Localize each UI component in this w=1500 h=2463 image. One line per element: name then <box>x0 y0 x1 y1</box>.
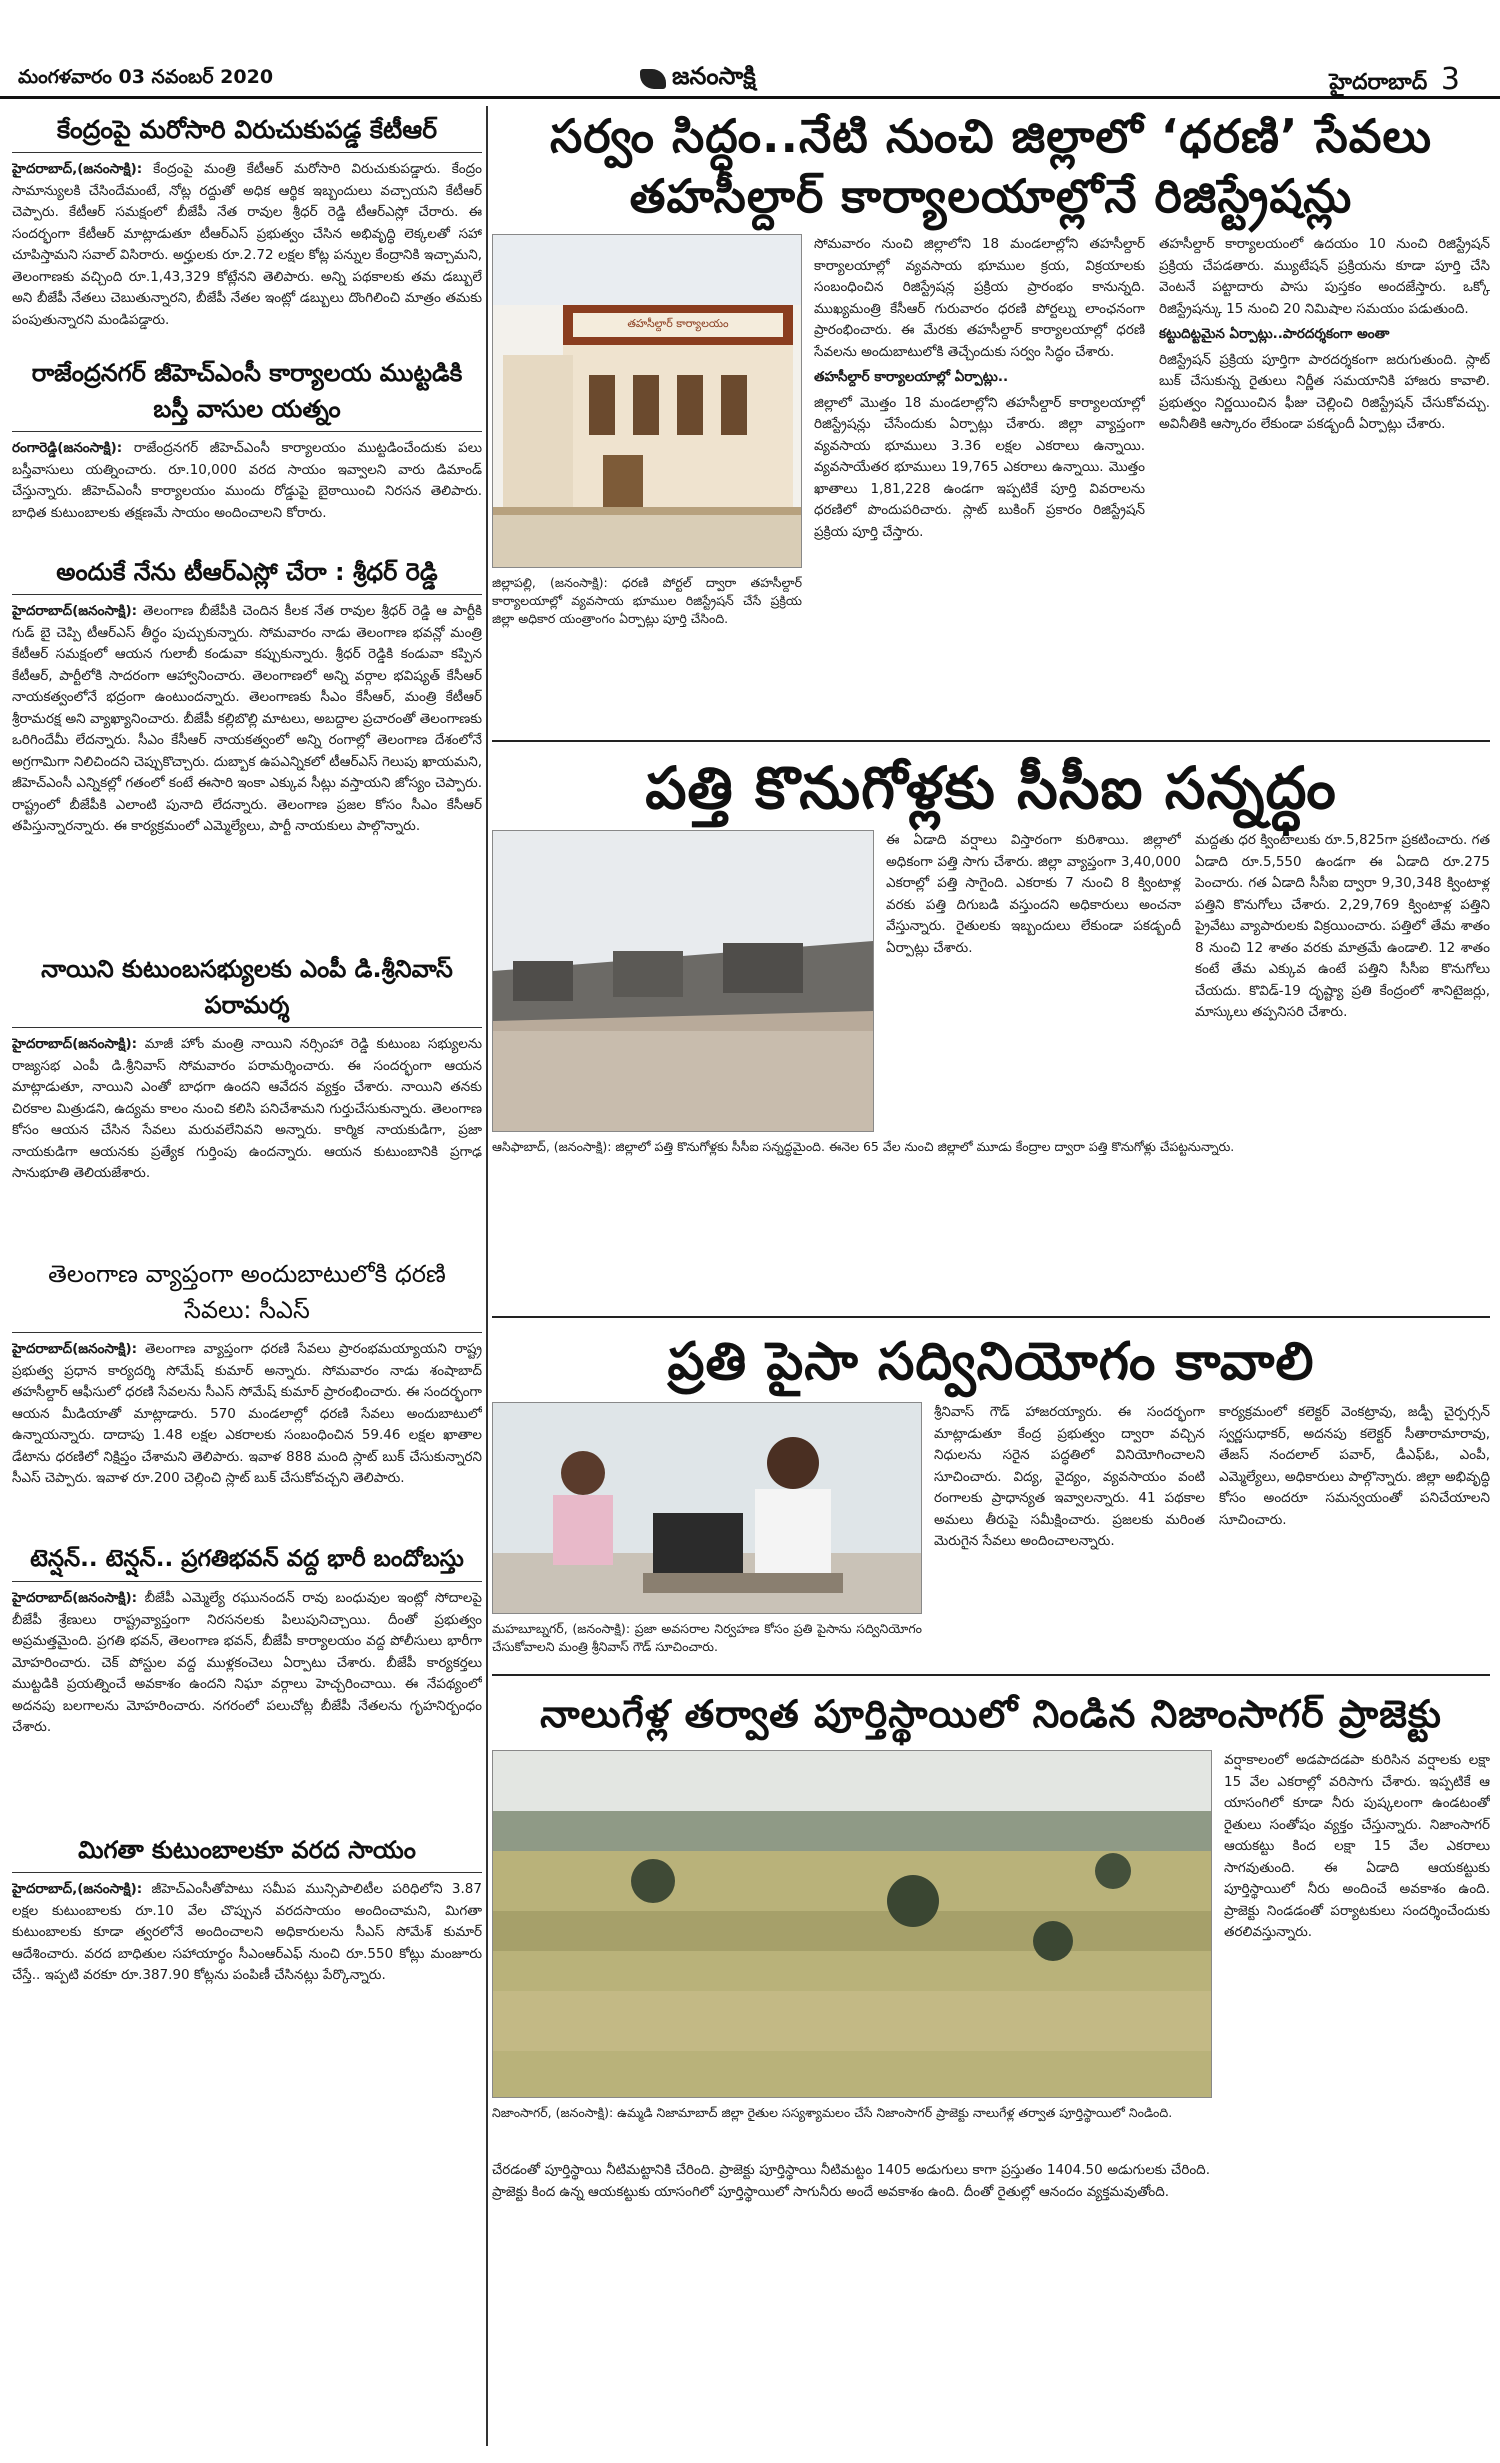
section-divider <box>492 1674 1490 1676</box>
brand-logo-icon <box>640 69 666 89</box>
story-text-column: సోమవారం నుంచి జిల్లాలోని 18 మండలాల్లోని తహసీల్దార్ కార్యాలయాల్లో వ్యవసాయ భూముల క్రయ, విక్రయాలకు సంబంధించిన రిజిస్ట్రేషన్ల ప్రక్రియ ప్రారంభం కానున్నది. ముఖ్యమంత్రి కేసీఆర్ గురువారం ధరణి పోర్టల్ను లాంఛనంగా ప్రారంభించారు. ఈ మేరకు తహసీల్దార్ కార్యాలయాల్లో ధరణి సేవలను అందుబాటులోకి తెచ్చేందుకు సర్వం సిద్ధం చేశారు. తహసీల్దార్ కార్యాలయాల్లో ఏర్పాట్లు.. జిల్లాలో మొత్తం 18 మండలాల్లోని తహసీల్దార్ కార్యాలయాల్లో రిజిస్ట్రేషన్లు చేసేందుకు ఏర్పాట్లు చేశారు. జిల్లా వ్యాప్తంగా వ్యవసాయ భూములు 3.36 లక్షల ఎకరాలు ఉన్నాయి. వ్యవసాయేతర భూములు 19,765 ఎకరాలు ఉన్నాయి. మొత్తం ఖాతాలు 1,81,228 ఉండగా ఇప్పటికే పూర్తి వివరాలను ధరణిలో పొందుపరిచారు. స్లాట్ బుకింగ్ ప్రకారం రిజిస్ట్రేషన్ ప్రక్రియ పూర్తి చేస్తారు. <box>814 236 1145 540</box>
article-body: హైదరాబాద్,(జనంసాక్షి): కేంద్రంపై మంత్రి కేటీఆర్ మరోసారి విరుచుకుపడ్డారు. కేంద్రం సామాన్యులకి చేసిందేమంటే, నోట్ల రద్దుతో అధిక ఆర్థిక ఇబ్బందులు వచ్చాయని కేటీఆర్ చెప్పారు. కేటీఆర్ సమక్షంలో బీజేపీ నేత రావుల శ్రీధర్ రెడ్డి టీఆర్ఎస్లో చేరారు. ఈ సందర్భంగా కేటీఆర్ మాట్లాడుతూ టీఆర్ఎస్ ప్రభుత్వం చేసిన అభివృద్ధి లెక్కలతో సహా చూపిస్తామని సవాల్ విసిరారు. అర్హులకు రూ.2.72 లక్షల కోట్ల పన్నుల కేంద్రానికి ఇచ్చామని, తెలంగాణకు వచ్చింది రూ.1,43,329 కోట్లేనని తెలిపారు. అన్ని పథకాలకు తమ డబ్బులే అని బీజేపీ నేతలు చెబుతున్నారని, బీజేపీ నేతల ఇంట్లో డబ్బులు దొంగిలించి మాత్రం తమకు పంపుతున్నారని మండిపడ్డారు. <box>12 161 482 328</box>
article-title: కేంద్రంపై మరోసారి విరుచుకుపడ్డ కేటీఆర్ <box>12 112 482 153</box>
issue-date: మంగళవారం 03 నవంబర్ 2020 <box>18 66 274 88</box>
article-title: అందుకే నేను టీఆర్ఎస్లో చేరా : శ్రీధర్ రెడ్డి <box>12 554 482 595</box>
brand-name: జనంసాక్షి <box>672 62 756 90</box>
story-text-column: శ్రీనివాస్ గౌడ్ హాజరయ్యారు. ఈ సందర్భంగా మాట్లాడుతూ కేంద్ర ప్రభుత్వం ద్వారా వచ్చిన నిధులను సరైన పద్ధతిలో వినియోగించాలని సూచించారు. విద్య, వైద్యం, వ్యవసాయం వంటి రంగాలకు ప్రాధాన్యత ఇవ్వాలన్నారు. 41 పథకాల అమలు తీరుపై సమీక్షించారు. ప్రజలకు మరింత మెరుగైన సేవలు అందించాలన్నారు. <box>934 1404 1205 1549</box>
meeting-photo <box>492 1402 922 1614</box>
page-number: 3 <box>1440 62 1460 97</box>
subheading: కట్టుదిట్టమైన ఏర్పాట్లు..పారదర్శకంగా అంతా <box>1159 326 1390 342</box>
article-body: హైదరాబాద్(జనంసాక్షి): తెలంగాణ బీజేపీకి చెందిన కీలక నేత రావుల శ్రీధర్ రెడ్డి ఆ పార్టీకి గుడ్ బై చెప్పి టీఆర్ఎస్ తీర్థం పుచ్చుకున్నారు. సోమవారం నాడు తెలంగాణ భవన్లో మంత్రి కేటీఆర్ సమక్షంలో ఆయన గులాబీ కండువా కప్పుకున్నారు. శ్రీధర్ రెడ్డికి కండువా కప్పిన కేటీఆర్, పార్టీలోకి సాదరంగా ఆహ్వానించారు. తెలంగాణలో అన్ని వర్గాల భవిష్యత్ కేసీఆర్ నాయకత్వంలోనే భద్రంగా ఉంటుందన్నారు. తెలంగాణకు సీఎం కేసీఆర్, మంత్రి కేటీఆర్ శ్రీరామరక్ష అని వ్యాఖ్యానించారు. బీజేపీ కల్లిబొల్లి మాటలు, అబద్దాల ప్రచారంతో తెలంగాణకు ఒరిగిందేమీ లేదన్నారు. సీఎం కేసీఆర్ నాయకత్వంలో అన్ని రంగాల్లో తెలంగాణ దేశంలోనే అగ్రగామిగా నిలిచిందని చెప్పుకొచ్చారు. దుబ్బాక ఉపఎన్నికలో టీఆర్ఎస్ గెలుపు ఖాయమని, జీహెచ్ఎంసీ ఎన్నికల్లో గతంలో కంటే ఈసారి ఇంకా ఎక్కువ సీట్లు వస్తాయని జోస్యం చెప్పారు. రాష్ట్రంలో బీజేపీకి ఎలాంటి పునాది లేదన్నారు. తెలంగాణ ప్రజల కోసం సీఎం కేసీఆర్ తపిస్తున్నారన్నారు. ఈ కార్యక్రమంలో ఎమ్మెల్యేలు, పార్టీ నాయకులు పాల్గొన్నారు. <box>12 603 482 834</box>
story-nizamsagar <box>492 1686 1490 2220</box>
photo-caption: జిల్లాపల్లి, (జనంసాక్షి): ధరణి పోర్టల్ ద్వారా తహసీల్దార్ కార్యాలయాల్లో వ్యవసాయ భూముల రిజిస్ట్రేషన్ చేసే ప్రక్రియ జిల్లా అధికార యంత్రాంగం ఏర్పాట్లు పూర్తి చేసింది. <box>492 575 802 626</box>
story-text-column: మద్దతు ధర క్వింటాలుకు రూ.5,825గా ప్రకటించారు. గత ఏడాది రూ.5,550 ఉండగా ఈ ఏడాది రూ.275 పెంచారు. గత ఏడాది సీసీఐ ద్వారా 9,30,348 క్వింటాళ్ల పత్తిని కొనుగోలు చేశారు. 2,29,769 క్వింటాళ్ల పత్తిని ప్రైవేటు వ్యాపారులకు విక్రయించారు. పత్తిలో తేమ శాతం 8 నుంచి 12 శాతం వరకు మాత్రమే ఉండాలి. 12 శాతం కంటే తేమ ఎక్కువ ఉంటే పత్తిని సీసీఐ కొనుగోలు చేయదు. కొవిడ్-19 దృష్ట్యా ప్రతి కేంద్రంలో శానిటైజర్లు, మాస్కులు తప్పనిసరి చేశారు. <box>1195 832 1490 1020</box>
story-text-column: వర్షాకాలంలో అడపాదడపా కురిసిన వర్షాలకు లక్షా 15 వేల ఎకరాల్లో వరిసాగు చేశారు. ఇప్పటికే ఆ యాసంగిలో కూడా నీరు పుష్కలంగా ఉండటంతో రైతులు సంతోషం వ్యక్తం చేస్తున్నారు. నిజాంసాగర్ ఆయకట్టు కింద లక్షా 15 వేల ఎకరాలు సాగవుతుంది. ఈ ఏడాది ఆయకట్టుకు పూర్తిస్థాయిలో నీరు అందించే అవకాశం ఉంది. ప్రాజెక్టు నిండడంతో పర్యాటకులు సందర్శించేందుకు తరలివస్తున్నారు. <box>1224 1752 1490 1940</box>
building-sign: తహసీల్దార్ కార్యాలయం <box>627 317 729 330</box>
photo-block <box>492 234 802 730</box>
article-title: మిగతా కుటుంబాలకూ వరద సాయం <box>12 1832 482 1873</box>
article-body: రంగారెడ్డి(జనంసాక్షి): రాజేంద్రనగర్ జీహెచ్ఎంసీ కార్యాలయం ముట్టడించేందుకు పలు బస్తీవాసులు యత్నించారు. రూ.10,000 వరద సాయం ఇవ్వాలని వారు డిమాండ్ చేస్తున్నారు. జీహెచ్ఎంసీ కార్యాలయం ముందు రోడ్డుపై బైఠాయించి నిరసన తెలిపారు. బాధిత కుటుంబాలకు తక్షణమే సాయం అందించాలని కోరారు. <box>12 440 482 521</box>
article-body: హైదరాబాద్,(జనంసాక్షి): జీహెచ్ఎంసీతోపాటు సమీప మున్సిపాలిటీల పరిధిలోని 3.87 లక్షల కుటుంబాలకు రూ.10 వేల చొప్పున వరదసాయం అందించామని, మిగతా కుటుంబాలకు కూడా త్వరలోనే అందించాలని అధికారులను సీఎస్ సోమేశ్ కుమార్ ఆదేశించారు. వరద బాధితుల సహాయార్థం సీఎంఆర్ఎఫ్ నుంచి రూ.550 కోట్లు మంజూరు చేస్తే.. ఇప్పటి వరకూ రూ.387.90 కోట్లను పంపిణీ చేసినట్లు పేర్కొన్నారు. <box>12 1881 482 1983</box>
left-news-column <box>12 106 482 2446</box>
story-text-area <box>1224 1750 1490 2230</box>
column-divider <box>486 106 488 2446</box>
article-body: హైదరాబాద్(జనంసాక్షి): తెలంగాణ వ్యాప్తంగా ధరణి సేవలు ప్రారంభమయ్యాయని రాష్ట్ర ప్రభుత్వ ప్రధాన కార్యదర్శి సోమేష్ కుమార్ అన్నారు. సోమవారం నాడు శంషాబాద్ తహసీల్దార్ ఆఫీసులో ధరణి సేవలను సీఎస్ సోమేష్ కుమార్ ప్రారంభించారు. ఈ సందర్భంగా ఆయన మీడియాతో మాట్లాడారు. 570 మండలాల్లో ధరణి సేవలు అందుబాటులో ఉన్నాయన్నారు. దాదాపు 1.48 లక్షల ఎకరాలకు సంబంధించిన 59.46 లక్షల ఖాతాల డేటాను ధరణిలో నిక్షిప్తం చేశామని తెలిపారు. ఇవాళ 888 మంది స్లాట్ బుక్ చేసుకున్నారని సీఎస్ చెప్పారు. ఇవాళ రూ.200 చెల్లించి స్లాట్ బుక్ చేసుకోవచ్చని తెలిపారు. <box>12 1341 482 1486</box>
headline: పత్తి కొనుగోళ్లకు సీసీఐ సన్నద్ధం <box>645 754 1337 822</box>
story-text-column: ఈ ఏడాది వర్షాలు విస్తారంగా కురిశాయి. జిల్లాలో అధికంగా పత్తి సాగు చేశారు. జిల్లా వ్యాప్తంగా 3,40,000 ఎకరాల్లో పత్తి సాగైంది. ఎకరాకు 7 నుంచి 8 క్వింటాళ్ల వరకు పత్తి దిగుబడి వస్తుందని అధికారులు అంచనా వేస్తున్నారు. రైతులకు ఇబ్బందులు లేకుండా పకడ్బందీ ఏర్పాట్లు చేశారు. <box>886 832 1181 956</box>
story-every-paisa <box>492 1328 1490 1664</box>
subheading: తహసీల్దార్ కార్యాలయాల్లో ఏర్పాట్లు.. <box>814 369 1009 385</box>
cotton-yard-photo <box>492 830 874 1132</box>
headline: సర్వం సిద్ధం..నేటి నుంచి జిల్లాలో ‘ధరణి’ సేవలు <box>550 109 1432 163</box>
article-title: తెలంగాణ వ్యాప్తంగా అందుబాటులోకి ధరణి సేవలు: సీఎస్ <box>12 1256 482 1333</box>
headline-second-line: తహసీల్దార్ కార్యాలయాల్లోనే రిజిస్ట్రేషన్లు <box>629 169 1353 223</box>
story-text-bottom: చేరడంతో పూర్తిస్థాయి నీటిమట్టానికి చేరింది. ప్రాజెక్టు పూర్తిస్థాయి నీటిమట్టం 1405 అడుగులు కాగా ప్రస్తుతం 1404.50 అడుగులకు చేరింది. ప్రాజెక్టు కింద ఉన్న ఆయకట్టుకు యాసంగిలో పూర్తిస్థాయిలో సాగునీరు అందే అవకాశం ఉంది. దీంతో రైతుల్లో ఆనందం వ్యక్తమవుతోంది. <box>492 2162 1210 2200</box>
headline: నాలుగేళ్ల తర్వాత పూర్తిస్థాయిలో నిండిన నిజాంసాగర్ ప్రాజెక్టు <box>540 1692 1442 1736</box>
paddy-field-illustration <box>493 1751 1211 2097</box>
newspaper-brand <box>640 62 756 96</box>
photo-caption: నిజాంసాగర్, (జనంసాక్షి): ఉమ్మడి నిజామాబాద్ జిల్లా రైతుల సస్యశ్యామలం చేసే నిజాంసాగర్ ప్రాజెక్టు నాలుగేళ్ల తర్వాత పూర్తిస్థాయిలో నిండింది. <box>492 2105 1173 2120</box>
cotton-yard-illustration <box>493 831 873 1131</box>
photo-block <box>492 1402 922 1664</box>
main-news-area <box>492 106 1490 2446</box>
meeting-illustration <box>493 1403 921 1613</box>
paddy-field-photo <box>492 1750 1212 2098</box>
building-illustration <box>493 235 801 567</box>
article-body: హైదరాబాద్(జనంసాక్షి): బీజేపీ ఎమ్మెల్యే రఘునందన్ రావు బంధువుల ఇంట్లో సోదాలపై బీజేపీ శ్రేణులు రాష్ట్రవ్యాప్తంగా నిరసనలకు పిలుపునిచ్చాయి. దీంతో ప్రభుత్వం అప్రమత్తమైంది. ప్రగతి భవన్, తెలంగాణ భవన్, బీజేపీ కార్యాలయం వద్ద పోలీసులు భారీగా మోహరించారు. చెక్ పోస్టుల వద్ద ముళ్లకంచెలు ఏర్పాటు చేశారు. బీజేపీ కార్యకర్తలు ముట్టడికి ప్రయత్నించే అవకాశం ఉందని నిఘా వర్గాలు హెచ్చరించాయి. ఈ నేపథ్యంలో అదనపు బలగాలను మోహరించారు. నగరంలో పలుచోట్ల బీజేపీ నేతలను గృహనిర్బంధం చేశారు. <box>12 1590 482 1735</box>
section-divider <box>492 740 1490 742</box>
section-divider <box>492 1316 1490 1318</box>
story-text-column: తహసీల్దార్ కార్యాలయంలో ఉదయం 10 నుంచి రిజిస్ట్రేషన్ ప్రక్రియ చేపడతారు. మ్యుటేషన్ ప్రక్రియను కూడా పూర్తి చేసి వెంటనే పట్టాదారు పాసు పుస్తకం అందజేస్తారు. ఒక్కో రిజిస్ట్రేషన్కు 15 నుంచి 20 నిమిషాల సమయం పడుతుంది. కట్టుదిట్టమైన ఏర్పాట్లు..పారదర్శకంగా అంతా రిజిస్ట్రేషన్ ప్రక్రియ పూర్తిగా పారదర్శకంగా జరుగుతుంది. స్లాట్ బుక్ చేసుకున్న రైతులు నిర్ణీత సమయానికి హాజరు కావాలి. ప్రభుత్వం నిర్ణయించిన ఫీజు చెల్లించి రిజిస్ట్రేషన్ చేసుకోవచ్చు. అవినీతికి ఆస్కారం లేకుండా పకడ్బందీ ఏర్పాట్లు చేశారు. <box>1159 236 1490 432</box>
story-text-column: కార్యక్రమంలో కలెక్టర్ వెంకట్రావు, జడ్పీ చైర్పర్సన్ స్వర్ణసుధాకర్, అదనపు కలెక్టర్ సీతారామారావు, తేజస్ నందలాల్ పవార్, డీఎఫ్ఓ, ఎంపీ, ఎమ్మెల్యేలు, అధికారులు పాల్గొన్నారు. జిల్లా అభివృద్ధి కోసం అందరూ సమన్వయంతో పనిచేయాలని సూచించారు. <box>1219 1404 1490 1528</box>
article-title: నాయిని కుటుంబసభ్యులకు ఎంపీ డి.శ్రీనివాస్ పరామర్శ <box>12 951 482 1028</box>
article-title: రాజేంద్రనగర్ జీహెచ్ఎంసీ కార్యాలయ ముట్టడికి బస్తీ వాసుల యత్నం <box>12 355 482 432</box>
headline: ప్రతి పైసా సద్వినియోగం కావాలి <box>667 1332 1315 1392</box>
masthead <box>0 0 1500 99</box>
story-dharani <box>492 106 1490 730</box>
edition-city: హైదరాబాద్ 3 <box>1329 62 1460 97</box>
photo-block <box>492 1750 1212 2230</box>
tahsildar-office-photo <box>492 234 802 568</box>
article-body: హైదరాబాద్(జనంసాక్షి): మాజీ హోం మంత్రి నాయిని నర్సింహా రెడ్డి కుటుంబ సభ్యులను రాజ్యసభ ఎంపీ డి.శ్రీనివాస్ సోమవారం పరామర్శించారు. ఈ సందర్భంగా ఆయన మాట్లాడుతూ, నాయిని ఎంతో బాధగా ఉందని ఆవేదన వ్యక్తం చేశారు. నాయిని తనకు చిరకాల మిత్రుడని, ఉద్యమ కాలం నుంచి కలిసి పనిచేశామని గుర్తుచేసుకున్నారు. తెలంగాణ కోసం ఆయన చేసిన సేవలు మరువలేనివని అన్నారు. కార్మిక నాయకుడిగా, ప్రజా నాయకుడిగా ఆయనకు ప్రత్యేక గుర్తింపు ఉందన్నారు. ఆయన కుటుంబానికి ప్రగాఢ సానుభూతి తెలియజేశారు. <box>12 1036 482 1181</box>
photo-caption: మహబూబ్నగర్, (జనంసాక్షి): ప్రజా అవసరాల నిర్వహణ కోసం ప్రతి పైసాను సద్వినియోగం చేసుకోవాలని మంత్రి శ్రీనివాస్ గౌడ్ సూచించారు. <box>492 1621 922 1654</box>
photo-caption: ఆసిఫాబాద్, (జనంసాక్షి): జిల్లాలో పత్తి కొనుగోళ్లకు సీసీఐ సన్నద్ధమైంది. ఈనెల 65 వేల నుంచి జిల్లాలో మూడు కేంద్రాల ద్వారా పత్తి కొనుగోళ్లు చేపట్టనున్నారు. <box>492 1139 1235 1154</box>
article-title: టెన్షన్.. టెన్షన్.. ప్రగతిభవన్ వద్ద భారీ బందోబస్తు <box>12 1541 482 1582</box>
